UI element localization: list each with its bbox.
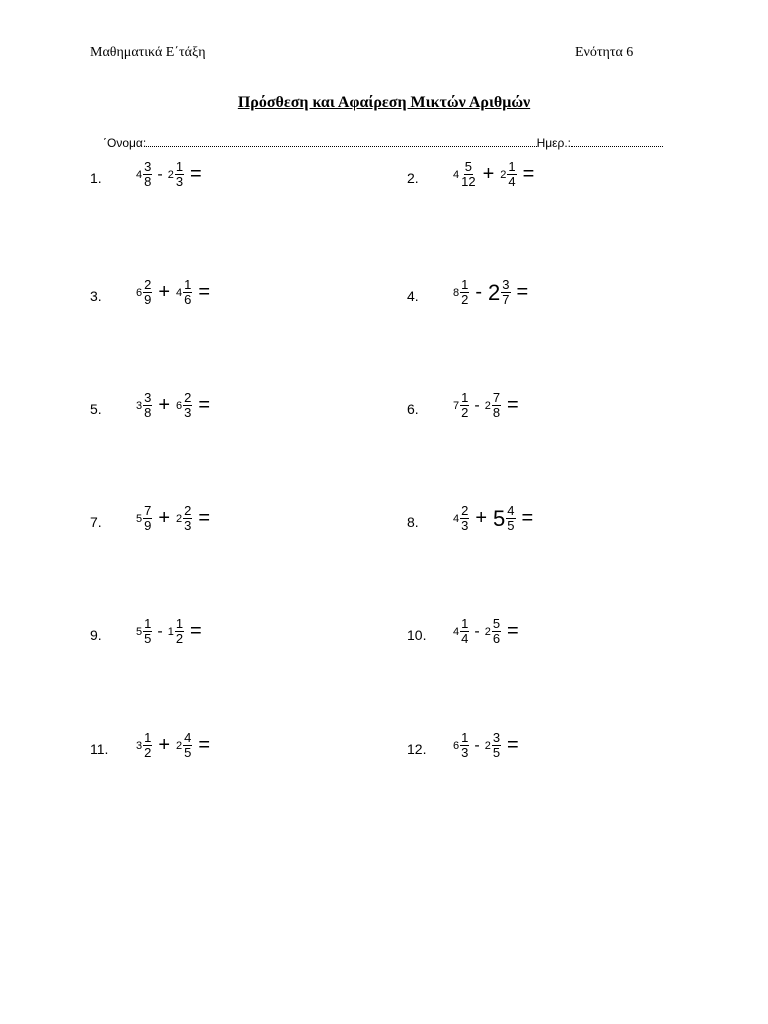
whole-part: 3 xyxy=(136,399,143,412)
numerator: 1 xyxy=(184,277,192,292)
mixed-number-b xyxy=(176,391,192,420)
whole-part: 2 xyxy=(500,168,507,181)
whole-part: 4 xyxy=(453,168,460,181)
problem-number: 10. xyxy=(407,626,427,643)
fraction xyxy=(143,617,152,646)
fraction xyxy=(460,391,469,420)
numerator: 7 xyxy=(144,503,152,518)
whole-part: 4 xyxy=(136,168,143,181)
equals-sign: = xyxy=(507,620,519,642)
problem-number: 8. xyxy=(407,513,419,530)
numerator: 1 xyxy=(461,730,469,745)
problem-number: 1. xyxy=(90,169,102,186)
problem-number: 11. xyxy=(90,740,109,757)
problem-4 xyxy=(407,278,528,307)
name-date-line xyxy=(103,136,663,150)
problem-number: 12. xyxy=(407,740,427,757)
problem-number: 5. xyxy=(90,400,102,417)
fraction xyxy=(175,160,184,189)
operator: - xyxy=(474,736,480,754)
whole-part: 7 xyxy=(453,399,460,412)
problem-8 xyxy=(407,504,533,533)
fraction xyxy=(175,617,184,646)
whole-part: 2 xyxy=(484,739,491,752)
numerator: 1 xyxy=(461,390,469,405)
numerator: 7 xyxy=(492,390,501,405)
operator: + xyxy=(158,281,171,303)
problem-number: 9. xyxy=(90,626,102,643)
problem-12 xyxy=(407,731,519,760)
problem-11 xyxy=(90,731,210,760)
fraction xyxy=(460,278,469,307)
mixed-number-a xyxy=(453,160,477,189)
operator: + xyxy=(158,734,171,756)
operator: + xyxy=(158,394,171,416)
equals-sign: = xyxy=(507,394,519,416)
problem-number: 4. xyxy=(407,287,419,304)
operator: - xyxy=(475,281,483,303)
problem-2 xyxy=(407,160,534,189)
fraction xyxy=(460,617,469,646)
problem-5 xyxy=(90,391,210,420)
mixed-number-b xyxy=(485,617,501,646)
mixed-number-b xyxy=(176,731,192,760)
denominator: 8 xyxy=(144,174,152,189)
whole-part: 2 xyxy=(176,512,183,525)
operator: - xyxy=(474,622,480,640)
fraction xyxy=(460,504,469,533)
numerator: 1 xyxy=(508,159,516,174)
problem-number: 2. xyxy=(407,169,419,186)
denominator: 6 xyxy=(492,631,501,646)
problem-number: 6. xyxy=(407,400,419,417)
whole-part: 2 xyxy=(167,168,174,181)
fraction xyxy=(183,391,192,420)
whole-part: 2 xyxy=(176,739,183,752)
whole-part: 6 xyxy=(453,739,460,752)
fraction xyxy=(492,731,501,760)
whole-part: 5 xyxy=(136,625,143,638)
mixed-number-a xyxy=(453,731,469,760)
mixed-number-b xyxy=(168,617,184,646)
fraction xyxy=(143,278,152,307)
denominator: 9 xyxy=(144,518,152,533)
numerator: 4 xyxy=(184,730,192,745)
equals-sign: = xyxy=(198,507,211,529)
fraction xyxy=(143,391,152,420)
equals-sign: = xyxy=(198,281,211,303)
denominator: 8 xyxy=(144,405,152,420)
mixed-number-a xyxy=(136,391,152,420)
fraction xyxy=(501,278,510,307)
date-field[interactable] xyxy=(571,145,663,147)
whole-part: 2 xyxy=(484,625,491,638)
equals-sign: = xyxy=(522,163,535,185)
mixed-number-b xyxy=(176,504,192,533)
denominator: 5 xyxy=(144,631,152,646)
mixed-number-a xyxy=(136,731,152,760)
mixed-number-a xyxy=(453,391,469,420)
mixed-number-a xyxy=(136,278,152,307)
name-field[interactable] xyxy=(146,145,536,147)
mixed-number-b xyxy=(485,391,501,420)
numerator: 3 xyxy=(144,159,152,174)
numerator: 1 xyxy=(144,730,152,745)
operator: + xyxy=(475,507,488,529)
denominator: 12 xyxy=(461,174,476,189)
whole-part: 5 xyxy=(136,512,143,525)
denominator: 3 xyxy=(175,174,184,189)
fraction xyxy=(460,731,469,760)
fraction xyxy=(143,504,152,533)
whole-part: 2 xyxy=(484,399,491,412)
mixed-number-a xyxy=(453,278,469,307)
operator: + xyxy=(482,163,495,185)
denominator: 2 xyxy=(144,745,152,760)
mixed-number-a xyxy=(136,617,152,646)
operator: - xyxy=(474,396,480,414)
whole-part: 4 xyxy=(176,286,183,299)
whole-part: 8 xyxy=(453,286,460,299)
denominator: 3 xyxy=(184,518,192,533)
fraction xyxy=(183,278,192,307)
mixed-number-a xyxy=(453,504,469,533)
problem-1 xyxy=(90,160,202,189)
denominator: 4 xyxy=(461,631,469,646)
denominator: 9 xyxy=(144,292,152,307)
fraction xyxy=(143,731,152,760)
denominator: 3 xyxy=(461,518,469,533)
mixed-number-b xyxy=(168,160,184,189)
mixed-number-b xyxy=(176,278,192,307)
mixed-number-b xyxy=(493,504,515,533)
numerator: 1 xyxy=(461,616,469,631)
fraction xyxy=(143,160,152,189)
problem-9 xyxy=(90,617,202,646)
denominator: 7 xyxy=(502,292,510,307)
numerator: 1 xyxy=(144,616,152,631)
operator: + xyxy=(158,507,171,529)
whole-part: 4 xyxy=(453,625,460,638)
fraction xyxy=(492,391,501,420)
numerator: 2 xyxy=(184,503,192,518)
mixed-number-b xyxy=(485,731,501,760)
whole-part: 6 xyxy=(136,286,143,299)
fraction xyxy=(183,731,192,760)
mixed-number-a xyxy=(136,504,152,533)
denominator: 5 xyxy=(184,745,192,760)
equals-sign: = xyxy=(507,734,519,756)
numerator: 1 xyxy=(175,159,184,174)
problem-6 xyxy=(407,391,519,420)
numerator: 1 xyxy=(175,616,184,631)
equals-sign: = xyxy=(198,734,211,756)
equals-sign: = xyxy=(516,281,529,303)
operator: - xyxy=(157,165,163,183)
denominator: 8 xyxy=(492,405,501,420)
mixed-number-a xyxy=(136,160,152,189)
numerator: 3 xyxy=(144,390,152,405)
whole-part: 3 xyxy=(136,739,143,752)
problem-7 xyxy=(90,504,210,533)
numerator: 2 xyxy=(184,390,192,405)
denominator: 2 xyxy=(461,292,469,307)
denominator: 3 xyxy=(461,745,469,760)
whole-part: 6 xyxy=(176,399,183,412)
numerator: 4 xyxy=(507,503,515,518)
date-label: Ημερ.: xyxy=(536,136,571,150)
whole-part: 5 xyxy=(493,505,506,531)
equals-sign: = xyxy=(198,394,211,416)
numerator: 3 xyxy=(502,277,510,292)
numerator: 5 xyxy=(492,616,501,631)
denominator: 2 xyxy=(175,631,184,646)
mixed-number-b xyxy=(488,278,510,307)
numerator: 2 xyxy=(461,503,469,518)
fraction xyxy=(507,160,516,189)
numerator: 5 xyxy=(464,159,472,174)
fraction xyxy=(492,617,501,646)
whole-part: 2 xyxy=(488,279,501,305)
denominator: 3 xyxy=(184,405,192,420)
header-subject: Μαθηματικά Ε΄τάξη xyxy=(90,45,206,60)
numerator: 1 xyxy=(461,277,469,292)
problem-10 xyxy=(407,617,519,646)
mixed-number-a xyxy=(453,617,469,646)
denominator: 5 xyxy=(507,518,515,533)
page-title: Πρόσθεση και Αφαίρεση Μικτών Αριθμών xyxy=(237,94,531,111)
numerator: 3 xyxy=(492,730,501,745)
denominator: 5 xyxy=(492,745,501,760)
equals-sign: = xyxy=(190,163,202,185)
denominator: 2 xyxy=(461,405,469,420)
fraction xyxy=(506,504,515,533)
header-unit: Ενότητα 6 xyxy=(575,45,634,60)
whole-part: 4 xyxy=(453,512,460,525)
equals-sign: = xyxy=(190,620,202,642)
fraction xyxy=(183,504,192,533)
operator: - xyxy=(157,622,163,640)
mixed-number-b xyxy=(500,160,516,189)
problem-number: 3. xyxy=(90,287,102,304)
name-label: ΄Ονομα: xyxy=(103,136,147,150)
numerator: 2 xyxy=(144,277,152,292)
equals-sign: = xyxy=(521,507,534,529)
problem-number: 7. xyxy=(90,513,102,530)
problem-3 xyxy=(90,278,210,307)
fraction xyxy=(460,160,476,189)
denominator: 6 xyxy=(184,292,192,307)
denominator: 4 xyxy=(508,174,516,189)
whole-part: 1 xyxy=(167,625,174,638)
